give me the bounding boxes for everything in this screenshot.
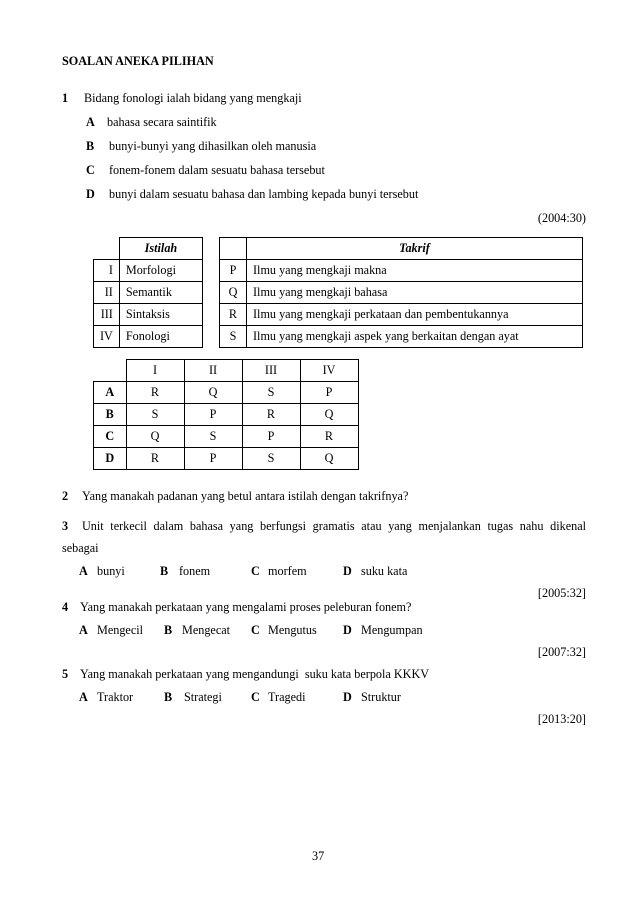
question-number: 1 [62, 91, 69, 105]
definition-text: Ilmu yang mengkaji perkataan dan pembentukannya [247, 304, 583, 326]
option-letter: B [160, 564, 169, 578]
year-reference: [2013:20] [537, 712, 586, 726]
option-text: Mengutus [268, 623, 317, 637]
istilah-header: Istilah [119, 238, 202, 260]
question-stem: Bidang fonologi ialah bidang yang mengkaji [84, 91, 302, 105]
question-stem: Yang manakah perkataan yang mengandungi suku kata berpola KKKV [80, 667, 430, 681]
question-stem: Yang manakah perkataan yang mengalami proses peleburan fonem? [80, 600, 412, 614]
table-cell: Q [300, 404, 358, 426]
empty-header-cell [220, 238, 247, 260]
column-header: I [126, 360, 184, 382]
table-row [220, 326, 583, 348]
table-row [94, 382, 359, 404]
table-cell: S [242, 448, 300, 470]
option-letter: A [86, 115, 95, 129]
table-cell: Q [126, 426, 184, 448]
table-cell: S [242, 382, 300, 404]
table-cell: R [300, 426, 358, 448]
table-cell: S [126, 404, 184, 426]
term-number: IV [94, 326, 120, 348]
option-letter: D [343, 623, 352, 637]
option-letter: D [343, 690, 352, 704]
table-row [94, 304, 203, 326]
option-letter: A [79, 623, 88, 637]
column-header: II [184, 360, 242, 382]
option-letter: A [79, 690, 88, 704]
row-label: D [94, 448, 127, 470]
question-stem: Yang manakah padanan yang betul antara istilah dengan takrifnya? [82, 489, 409, 503]
question-number: 2 [62, 489, 69, 503]
takrif-table [219, 237, 583, 348]
option-text: bunyi [97, 564, 125, 578]
question-number: 3 [62, 519, 69, 533]
option-letter: B [86, 139, 95, 153]
question-number: 4 [62, 600, 69, 614]
question-stem-continued: sebagai [62, 541, 99, 555]
takrif-header: Takrif [247, 238, 583, 260]
term-number: III [94, 304, 120, 326]
table-row [94, 326, 203, 348]
year-reference: (2004:30) [537, 211, 586, 225]
definition-code: S [220, 326, 247, 348]
definition-code: R [220, 304, 247, 326]
definition-text: Ilmu yang mengkaji makna [247, 260, 583, 282]
page-number: 37 [312, 849, 325, 863]
option-letter: A [79, 564, 88, 578]
option-text: bunyi-bunyi yang dihasilkan oleh manusia [109, 139, 317, 153]
row-label: B [94, 404, 127, 426]
table-cell: S [184, 426, 242, 448]
table-cell: Q [184, 382, 242, 404]
option-text: Traktor [97, 690, 134, 704]
term-number: II [94, 282, 120, 304]
option-letter: C [251, 564, 260, 578]
option-text: Tragedi [268, 690, 306, 704]
option-letter: C [86, 163, 95, 177]
term-name: Fonologi [119, 326, 202, 348]
term-name: Morfologi [119, 260, 202, 282]
definition-code: P [220, 260, 247, 282]
definition-text: Ilmu yang mengkaji bahasa [247, 282, 583, 304]
table-row [94, 260, 203, 282]
option-letter: D [86, 187, 95, 201]
option-text: suku kata [361, 564, 408, 578]
table-cell: R [126, 382, 184, 404]
column-header: IV [300, 360, 358, 382]
option-text: fonem [179, 564, 211, 578]
option-letter: C [251, 690, 260, 704]
term-number: I [94, 260, 120, 282]
table-cell: P [184, 404, 242, 426]
table-cell: R [126, 448, 184, 470]
option-letter: B [164, 623, 173, 637]
row-label: C [94, 426, 127, 448]
option-letter: D [343, 564, 352, 578]
option-text: Mengecil [97, 623, 144, 637]
term-name: Sintaksis [119, 304, 202, 326]
table-cell: P [184, 448, 242, 470]
option-text: Struktur [361, 690, 401, 704]
row-label: A [94, 382, 127, 404]
option-text: fonem-fonem dalam sesuatu bahasa tersebut [109, 163, 325, 177]
option-text: Mengumpan [361, 623, 423, 637]
option-text: bunyi dalam sesuatu bahasa dan lambing kepada bunyi tersebut [109, 187, 419, 201]
definition-code: Q [220, 282, 247, 304]
table-row [94, 282, 203, 304]
option-text: Strategi [184, 690, 222, 704]
table-row [220, 260, 583, 282]
option-text: Mengecat [182, 623, 231, 637]
option-letter: C [251, 623, 260, 637]
empty-corner-cell [94, 360, 127, 382]
question-stem: Unit terkecil dalam bahasa yang berfungsi gramatis atau yang menjalankan tugas nahu dikenal [82, 519, 586, 533]
table-cell: P [300, 382, 358, 404]
option-text: morfem [268, 564, 307, 578]
question-number: 5 [62, 667, 69, 681]
table-cell: R [242, 404, 300, 426]
option-text: bahasa secara saintifik [107, 115, 217, 129]
term-name: Semantik [119, 282, 202, 304]
empty-corner-cell [94, 238, 120, 260]
table-row [220, 304, 583, 326]
table-row [220, 282, 583, 304]
table-cell: P [242, 426, 300, 448]
year-reference: [2007:32] [537, 645, 586, 659]
column-header: III [242, 360, 300, 382]
istilah-table [93, 237, 203, 348]
section-title: SOALAN ANEKA PILIHAN [62, 54, 214, 68]
definition-text: Ilmu yang mengkaji aspek yang berkaitan dengan ayat [247, 326, 583, 348]
year-reference: [2005:32] [537, 586, 586, 600]
option-letter: B [164, 690, 173, 704]
table-row [94, 404, 359, 426]
table-cell: Q [300, 448, 358, 470]
table-row [94, 426, 359, 448]
answer-table [93, 359, 359, 470]
table-row [94, 448, 359, 470]
